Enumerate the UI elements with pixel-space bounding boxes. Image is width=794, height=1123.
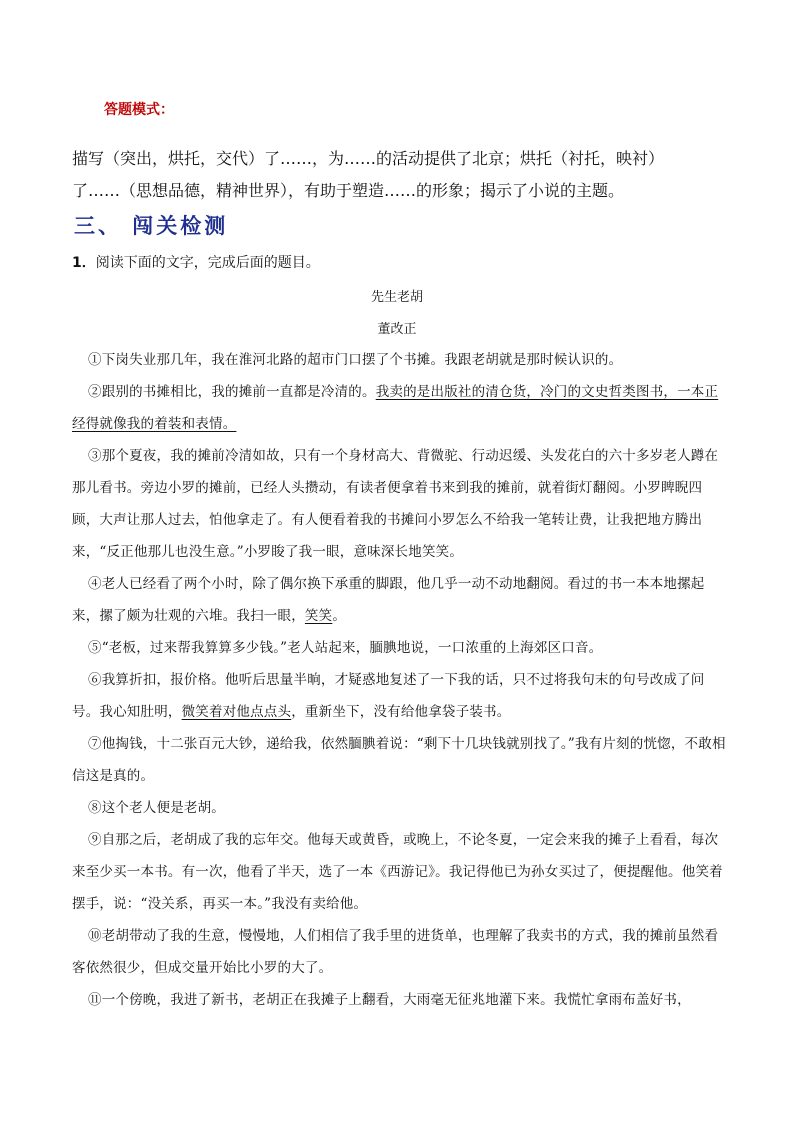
answer-mode-label: 答题模式： bbox=[104, 102, 174, 118]
paragraph-text: ⑦他掏钱，十二张百元大钞，递给我，依然腼腆着说：“剩下十几块钱就别找了。”我有片刻的恍惚，不敢相信这是真的。 bbox=[72, 736, 726, 784]
underlined-text: 笑笑 bbox=[304, 608, 333, 624]
story-paragraph bbox=[72, 440, 726, 568]
story-title: 先生老胡 bbox=[370, 290, 423, 305]
intro-line-2: 了……（思想品德，精神世界），有助于塑造……的形象；揭示了小说的主题。 bbox=[72, 181, 625, 200]
paragraph-text: ②跟别的书摊相比，我的摊前一直都是冷清的。 bbox=[88, 384, 376, 400]
story-paragraph bbox=[72, 376, 726, 440]
story-author: 董改正 bbox=[377, 322, 417, 337]
story-paragraph bbox=[72, 344, 726, 376]
story-paragraph bbox=[72, 984, 726, 1016]
intro-line-1: 描写（突出，烘托，交代）了……，为……的活动提供了北京；烘托（衬托，映衬） bbox=[72, 149, 665, 168]
paragraph-text: ①下岗失业那几年，我在淮河北路的超市门口摆了个书摊。我跟老胡就是那时候认识的。 bbox=[88, 352, 623, 368]
story-paragraph bbox=[72, 920, 726, 984]
paragraph-text: ④老人已经看了两个小时，除了偶尔换下承重的脚跟，他几乎一动不动地翻阅。看过的书一本本地摞起来，摞了颇为壮观的六堆。我扫一眼， bbox=[72, 576, 705, 624]
story-paragraph bbox=[72, 664, 726, 728]
paragraph-text: ，重新坐下，没有给他拿袋子装书。 bbox=[291, 704, 511, 720]
question-text: 阅读下面的文字，完成后面的题目。 bbox=[95, 255, 320, 271]
section-heading: 三、 闯关检测 bbox=[74, 213, 229, 238]
paragraph-text: ⑩老胡带动了我的生意，慢慢地，人们相信了我手里的进货单，也理解了我卖书的方式，我的摊前虽然看客依然很少，但成交量开始比小罗的大了。 bbox=[72, 928, 719, 976]
paragraph-text: ⑤“老板，过来帮我算算多少钱。”老人站起来，腼腆地说，一口浓重的上海郊区口音。 bbox=[88, 640, 603, 656]
story-paragraph bbox=[72, 824, 726, 920]
paragraph-text: ⑥我算折扣，报价格。他听后思量半晌，才疑惑地复述了一下我的话，只不过将我句末的句号改成了问号。我心知肚明， bbox=[72, 672, 705, 720]
paragraph-text: ⑧这个老人便是老胡。 bbox=[88, 800, 225, 816]
paragraph-text: ③那个夏夜，我的摊前冷清如故，只有一个身材高大、背微驼、行动迟缓、头发花白的六十多岁老人蹲在那儿看书。旁边小罗的摊前，已经人头攒动，有读者便拿着书来到我的摊前，就着街灯翻阅。小罗睥睨四顾，大声让那人过去，怕他拿走了。有人便看着我的书摊问小罗怎么不给我一笔转让费，让我把地方腾出来，“反正他那儿也没生意。”小罗睃了我一眼，意味深长地笑笑。 bbox=[72, 448, 719, 560]
story-body bbox=[72, 344, 726, 1016]
story-paragraph bbox=[72, 728, 726, 792]
question-number: 1． bbox=[72, 255, 96, 271]
underlined-text: 我卖的是出版社的清仓货，冷门的文史哲类图书，一本正经得就像我的着装和表情。 bbox=[72, 384, 719, 432]
story-paragraph bbox=[72, 792, 726, 824]
story-paragraph bbox=[72, 568, 726, 632]
underlined-text: 微笑着对他点点头 bbox=[181, 704, 292, 720]
question-prompt bbox=[72, 252, 320, 272]
paragraph-text: 。 bbox=[332, 608, 347, 624]
paragraph-text: ⑨自那之后，老胡成了我的忘年交。他每天或黄昏，或晚上，不论冬夏，一定会来我的摊子上看看，每次来至少买一本书。有一次，他看了半天，选了一本《西游记》。我记得他已为孙女买过了，便提醒他。他笑着摆手，说：“没关系，再买一本。”我没有卖给他。 bbox=[72, 832, 723, 912]
story-paragraph bbox=[72, 632, 726, 664]
paragraph-text: ⑪一个傍晚，我进了新书，老胡正在我摊子上翻看，大雨毫无征兆地灌下来。我慌忙拿雨布盖好书， bbox=[88, 992, 691, 1008]
